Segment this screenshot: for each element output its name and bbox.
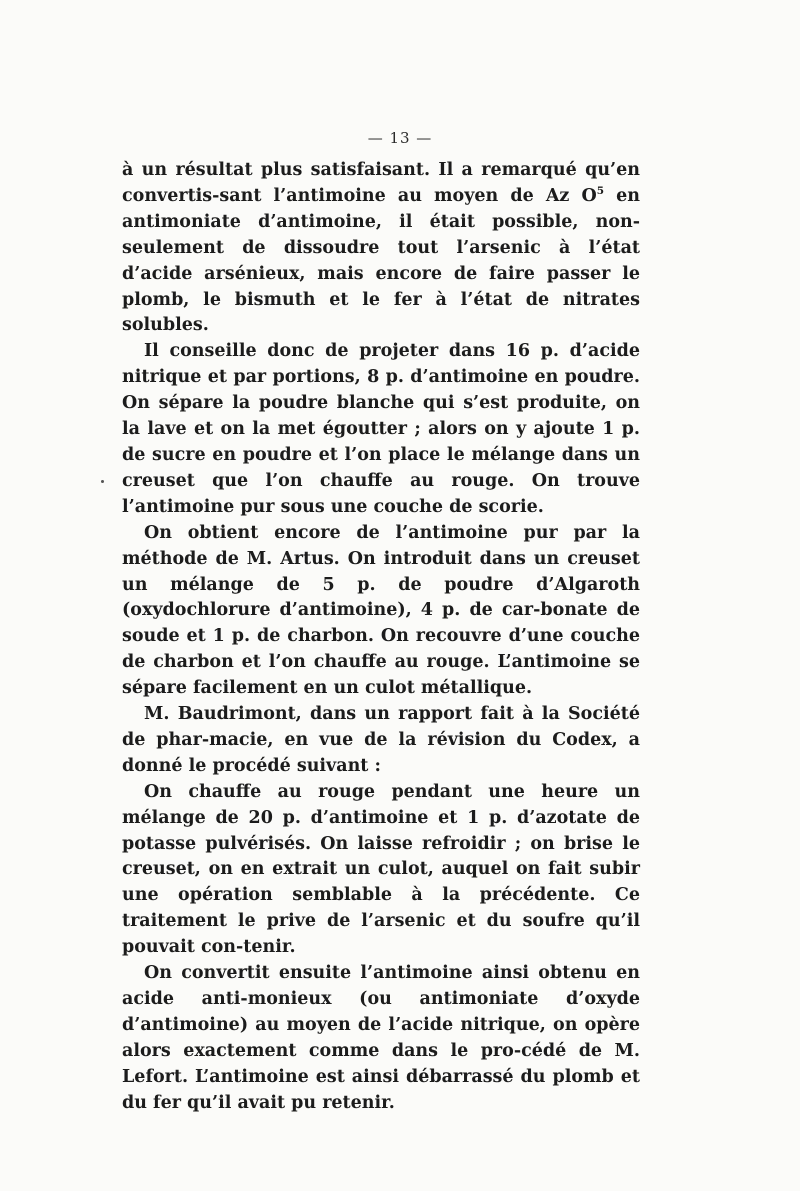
- paragraph-1: [122, 158, 640, 339]
- paragraph-4: M. Baudrimont, dans un rapport fait à la Société de phar-macie, en vue de la révision du Codex, a donné le procédé suivant :: [122, 704, 640, 776]
- paragraph-1-part-a: à un résultat plus satisfaisant. Il a remarqué qu’en convertis-sant l’antimoine au moyen de Az O: [122, 160, 640, 206]
- paragraph-6: On convertit ensuite l’antimoine ainsi obtenu en acide anti-monieux (ou antimoniate d’oxyde d’antimoine) au moyen de l’acide nitrique, on opère alors exactement comme dans le pro-cédé de M. Lefort. L’antimoine est ainsi débarrassé du plomb et du fer qu’il avait pu retenir.: [122, 963, 640, 1113]
- paragraph-2: Il conseille donc de projeter dans 16 p. d’acide nitrique et par portions, 8 p. d’antimoine en poudre. On sépare la poudre blanche qui s’est produite, on la lave et on la met égoutter ; alors on y ajoute 1 p. de sucre en poudre et l’on place le mélange dans un creuset que l’on chauffe au rouge. On trouve l’antimoine pur sous une couche de scorie.: [122, 341, 640, 517]
- body-text: [122, 158, 640, 1117]
- paragraph-1-part-b: en antimoniate d’antimoine, il était possible, non-seulement de dissoudre tout l’arsenic à l’état d’acide arsénieux, mais encore de faire passer le plomb, le bismuth et le fer à l’état de nitrates solubles.: [122, 185, 640, 336]
- paragraph-5: On chauffe au rouge pendant une heure un mélange de 20 p. d’antimoine et 1 p. d’azotate de potasse pulvérisés. On laisse refroidir ; on brise le creuset, on en extrait un culot, auquel on fait subir une opération semblable à la précédente. Ce traitement le prive de l’arsenic et du soufre qu’il pouvait con-tenir.: [122, 781, 640, 958]
- paragraph-3: On obtient encore de l’antimoine pur par la méthode de M. Artus. On introduit dans un creuset un mélange de 5 p. de poudre d’Algaroth (oxydochlorure d’antimoine), 4 p. de car-bonate de soude et 1 p. de charbon. On recouvre d’une couche de charbon et l’on chauffe au rouge. L’antimoine se sépare facilement en un culot métallique.: [122, 522, 640, 699]
- page-number: — 13 —: [367, 129, 433, 147]
- margin-mark: [101, 480, 104, 483]
- paragraph-1-superscript: 5: [596, 185, 605, 198]
